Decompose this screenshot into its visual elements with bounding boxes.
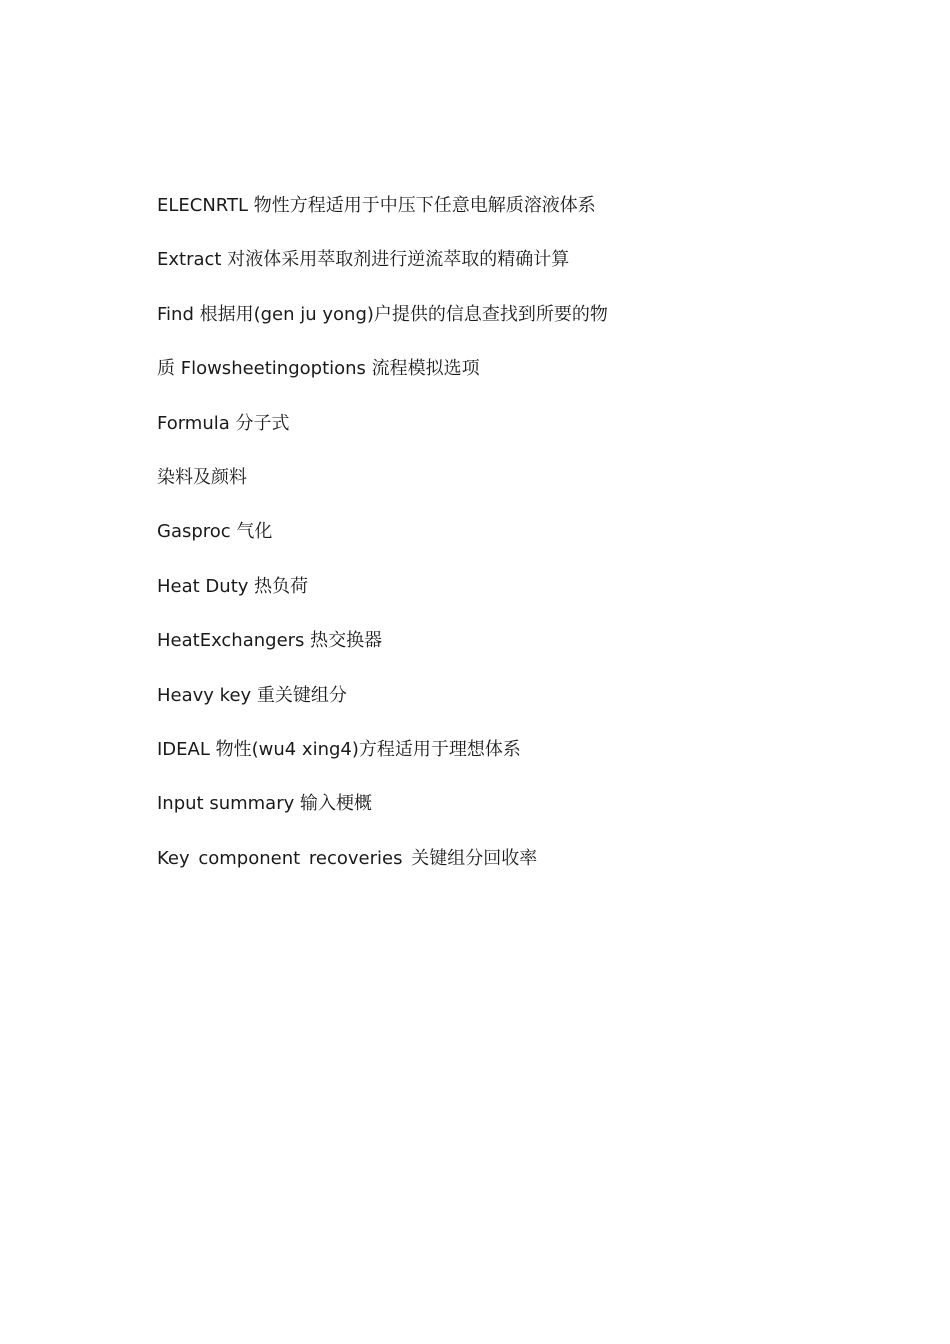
glossary-line-heat-exchangers: HeatExchangers 热交换器 (157, 630, 383, 652)
glossary-line-gasproc: Gasproc 气化 (157, 521, 273, 543)
glossary-list (157, 192, 857, 899)
glossary-line-find: Find 根据用(gen ju yong)户提供的信息查找到所要的物 (157, 303, 608, 325)
glossary-line-heat-duty: Heat Duty 热负荷 (157, 575, 309, 597)
glossary-line-input-summary: Input summary 输入梗概 (157, 793, 372, 815)
glossary-line-extract: Extract 对液体采用萃取剂进行逆流萃取的精确计算 (157, 249, 570, 271)
glossary-line-elecnrtl: ELECNRTL 物性方程适用于中压下任意电解质溶液体系 (157, 195, 596, 216)
glossary-line-key-component-recoveries: Key component recoveries 关键组分回收率 (157, 847, 538, 869)
glossary-line-heavy-key: Heavy key 重关键组分 (157, 684, 347, 706)
glossary-line-flowsheeting-options: 质 Flowsheetingoptions 流程模拟选项 (157, 358, 480, 380)
glossary-line-formula: Formula 分子式 (157, 412, 290, 434)
glossary-line-ideal: IDEAL 物性(wu4 xing4)方程适用于理想体系 (157, 738, 521, 760)
glossary-line-dyes-pigments: 染料及颜料 (157, 466, 247, 488)
